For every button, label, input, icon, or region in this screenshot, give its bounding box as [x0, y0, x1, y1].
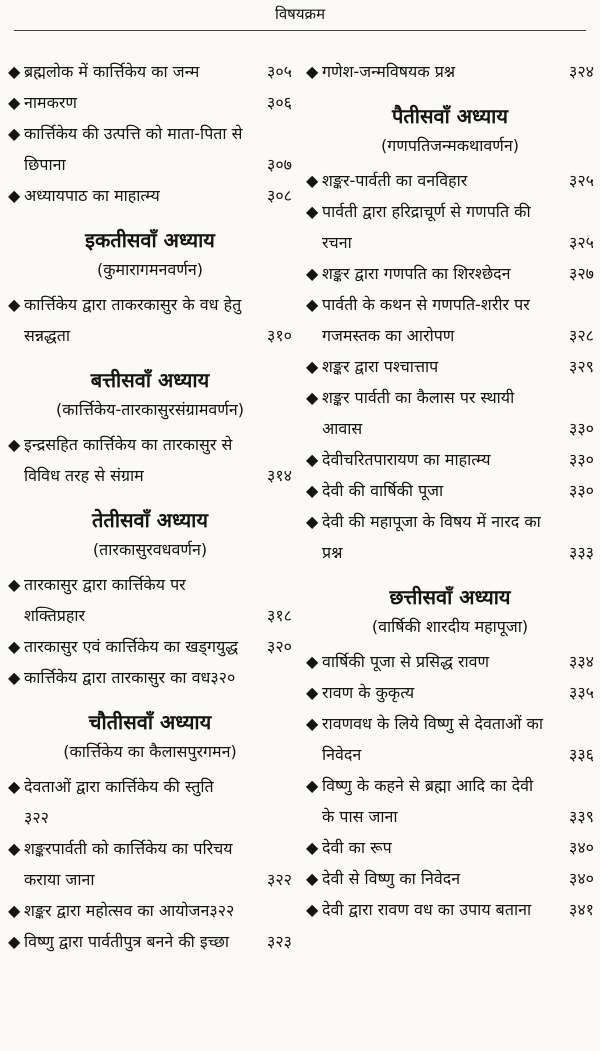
chapter-subtitle: (गणपतिजन्मकथावर्णन) [381, 136, 519, 155]
toc-page-number: ३२८ [569, 326, 594, 345]
toc-entry-text: विष्णु के कहने से ब्रह्मा आदि का देवी के पास जाना [322, 776, 534, 826]
toc-entry [306, 506, 594, 568]
toc-entry-text: देवी से विष्णु का निवेदन [322, 869, 461, 888]
toc-entry-text: शङ्कर द्वारा पश्चात्ताप [322, 357, 439, 376]
bullet-icon: ◆ [8, 435, 21, 454]
toc-entry-text: तारकासुर द्वारा कार्त्तिकेय पर शक्तिप्रहार [24, 575, 186, 625]
toc-entry [306, 770, 594, 832]
toc-page-number: ३०६ [267, 93, 292, 112]
toc-entry [8, 569, 292, 631]
toc-entry-text: रावणवध के लिये विष्णु से देवताओं का निवेदन [322, 714, 543, 764]
toc-page-number: ३३६ [569, 745, 594, 764]
toc-page-number: ३४१ [569, 900, 594, 919]
toc-entry [306, 351, 594, 382]
bullet-icon: ◆ [8, 124, 21, 143]
bullet-icon: ◆ [8, 93, 21, 112]
bullet-icon: ◆ [8, 575, 21, 594]
toc-entry-text: नामकरण [24, 93, 77, 112]
toc-entry-text: इन्द्रसहित कार्त्तिकेय का तारकासुर से विविध तरह से संग्राम [24, 435, 233, 485]
toc-entry [306, 708, 594, 770]
toc-page-number: ३३३ [569, 543, 594, 562]
toc-entry-text: विष्णु द्वारा पार्वतीपुत्र बनने की इच्छा [24, 932, 229, 951]
chapter-subtitle: (तारकासुरवधवर्णन) [92, 540, 208, 559]
toc-entry [306, 165, 594, 196]
toc-page-number: ३२५ [569, 171, 594, 190]
toc-entry [306, 475, 594, 506]
chapter-heading: इकतीसवाँ अध्याय [85, 228, 215, 252]
bullet-icon: ◆ [306, 900, 319, 919]
bullet-icon: ◆ [8, 62, 21, 81]
bullet-icon: ◆ [8, 637, 21, 656]
bullet-icon: ◆ [8, 901, 21, 920]
toc-page-number: ३२० [267, 637, 292, 656]
bullet-icon: ◆ [306, 171, 319, 190]
toc-page-number: ३३० [569, 450, 594, 469]
toc-entry [8, 289, 292, 351]
toc-page-number: ३२५ [569, 233, 594, 252]
bullet-icon: ◆ [306, 357, 319, 376]
bullet-icon: ◆ [306, 481, 319, 500]
toc-entry [8, 895, 292, 926]
toc-entry [8, 771, 292, 833]
toc-entry-text: देवीचरितपारायण का माहात्म्य [322, 450, 491, 469]
bullet-icon: ◆ [306, 62, 319, 81]
chapter-heading: तेतीसवाँ अध्याय [92, 508, 208, 532]
header-rule [14, 30, 586, 31]
bullet-icon: ◆ [306, 264, 319, 283]
toc-entry [306, 894, 594, 925]
bullet-icon: ◆ [306, 683, 319, 702]
toc-page-number: ३२२ [267, 870, 292, 889]
toc-entry [306, 289, 594, 351]
bullet-icon: ◆ [306, 714, 319, 733]
toc-entry [306, 646, 594, 677]
toc-page-number: ३२४ [569, 62, 594, 81]
toc-entry [306, 444, 594, 475]
contents-left-column [8, 56, 292, 957]
toc-entry-text: शङ्कर-पार्वती का वनविहार [322, 171, 468, 190]
chapter-subtitle: (कुमारागमनवर्णन) [97, 260, 203, 279]
toc-entry [306, 196, 594, 258]
toc-entry-text: गणेश-जन्मविषयक प्रश्न [322, 62, 456, 81]
bullet-icon: ◆ [306, 450, 319, 469]
chapter-heading: छत्तीसवाँ अध्याय [389, 585, 511, 609]
toc-entry-text: देवताओं द्वारा कार्त्तिकेय की स्तुति [24, 777, 214, 796]
chapter-heading: बत्तीसवाँ अध्याय [90, 368, 210, 392]
bullet-icon: ◆ [306, 652, 319, 671]
chapter-subtitle: (कार्त्तिकेय का कैलासपुरगमन) [63, 742, 237, 761]
toc-page-number: ३३५ [569, 683, 594, 702]
toc-page-number: ३०७ [267, 155, 292, 174]
toc-page-number: ३२० [210, 668, 236, 687]
toc-entry-text: तारकासुर एवं कार्त्तिकेय का खड्गयुद्ध [24, 637, 239, 656]
chapter-subtitle: (कार्त्तिकेय-तारकासुरसंग्रामवर्णन) [56, 400, 244, 419]
toc-entry-text: शङ्कर पार्वती का कैलास पर स्थायी आवास [322, 388, 515, 438]
bullet-icon: ◆ [306, 838, 319, 857]
toc-entry [8, 118, 292, 180]
toc-page-number: ३१८ [267, 606, 292, 625]
bullet-icon: ◆ [306, 512, 319, 531]
toc-page-number: ३२३ [267, 932, 292, 951]
toc-entry [306, 258, 594, 289]
toc-page-number: ३१० [267, 326, 292, 345]
toc-entry [8, 180, 292, 211]
bullet-icon: ◆ [8, 932, 21, 951]
bullet-icon: ◆ [306, 869, 319, 888]
bullet-icon: ◆ [306, 388, 319, 407]
toc-page-number: ३०५ [267, 62, 292, 81]
toc-entry-text: देवी का रूप [322, 838, 392, 857]
bullet-icon: ◆ [8, 777, 21, 796]
toc-page-number: ३२२ [209, 901, 235, 920]
toc-entry-text: कार्त्तिकेय द्वारा तारकासुर का वध [24, 668, 211, 687]
toc-entry [306, 677, 594, 708]
toc-entry-text: देवी की वार्षिकी पूजा [322, 481, 444, 500]
toc-entry [8, 429, 292, 491]
toc-entry-text: कार्त्तिकेय की उत्पत्ति को माता-पिता से छिपाना [24, 124, 243, 174]
bullet-icon: ◆ [306, 202, 319, 221]
bullet-icon: ◆ [8, 839, 21, 858]
chapter-heading: पैतीसवाँ अध्याय [392, 104, 508, 128]
toc-entry-text: कार्त्तिकेय द्वारा ताकरकासुर के वध हेतु सन्नद्धता [24, 295, 242, 345]
toc-page-number: ३४० [569, 869, 594, 888]
toc-page-number: ३३० [569, 481, 594, 500]
toc-entry-text: पार्वती के कथन से गणपति-शरीर पर गजमस्तक का आरोपण [322, 295, 530, 345]
toc-entry [8, 631, 292, 662]
toc-entry-text: शङ्कर द्वारा गणपति का शिरश्छेदन [322, 264, 511, 283]
toc-entry [8, 833, 292, 895]
bullet-icon: ◆ [306, 295, 319, 314]
bullet-icon: ◆ [306, 776, 319, 795]
toc-entry [306, 832, 594, 863]
toc-entry-text: ब्रह्मलोक में कार्त्तिकेय का जन्म [24, 62, 200, 81]
contents-right-column [306, 56, 594, 925]
chapter-heading: चौतीसवाँ अध्याय [88, 710, 212, 734]
toc-page-number: ३२७ [569, 264, 594, 283]
toc-entry [8, 926, 292, 957]
page-header [0, 4, 600, 24]
toc-entry [306, 382, 594, 444]
toc-entry [8, 662, 292, 693]
toc-entry [8, 56, 292, 87]
toc-page-number: ३०८ [267, 186, 292, 205]
toc-entry-text: रावण के कुकृत्य [322, 683, 415, 702]
toc-page-number: ३२९ [569, 357, 594, 376]
toc-entry-text: देवी द्वारा रावण वध का उपाय बताना [322, 900, 532, 919]
bullet-icon: ◆ [8, 186, 21, 205]
toc-entry-text: वार्षिकी पूजा से प्रसिद्ध रावण [322, 652, 490, 671]
toc-entry-text: देवी की महापूजा के विषय में नारद का प्रश्न [322, 512, 541, 562]
bullet-icon: ◆ [8, 668, 21, 687]
toc-entry-text: शङ्कर द्वारा महोत्सव का आयोजन [24, 901, 210, 920]
toc-page-number: ३१४ [267, 466, 292, 485]
page-header-title: विषयक्रम [274, 5, 326, 23]
toc-page-number: ३३० [569, 419, 594, 438]
toc-page-number: ३२२ [24, 808, 49, 827]
toc-page-number: ३४० [569, 838, 594, 857]
toc-entry [306, 863, 594, 894]
toc-entry-text: शङ्करपार्वती को कार्त्तिकेय का परिचय कराया जाना [24, 839, 233, 889]
toc-entry-text: पार्वती द्वारा हरिद्राचूर्ण से गणपति की रचना [322, 202, 531, 252]
toc-page-number: ३३९ [569, 807, 594, 826]
toc-entry-text: अध्यायपाठ का माहात्म्य [24, 186, 160, 205]
toc-page-number: ३३४ [569, 652, 594, 671]
toc-entry [306, 56, 594, 87]
toc-entry [8, 87, 292, 118]
bullet-icon: ◆ [8, 295, 21, 314]
chapter-subtitle: (वार्षिकी शारदीय महापूजा) [371, 617, 529, 636]
